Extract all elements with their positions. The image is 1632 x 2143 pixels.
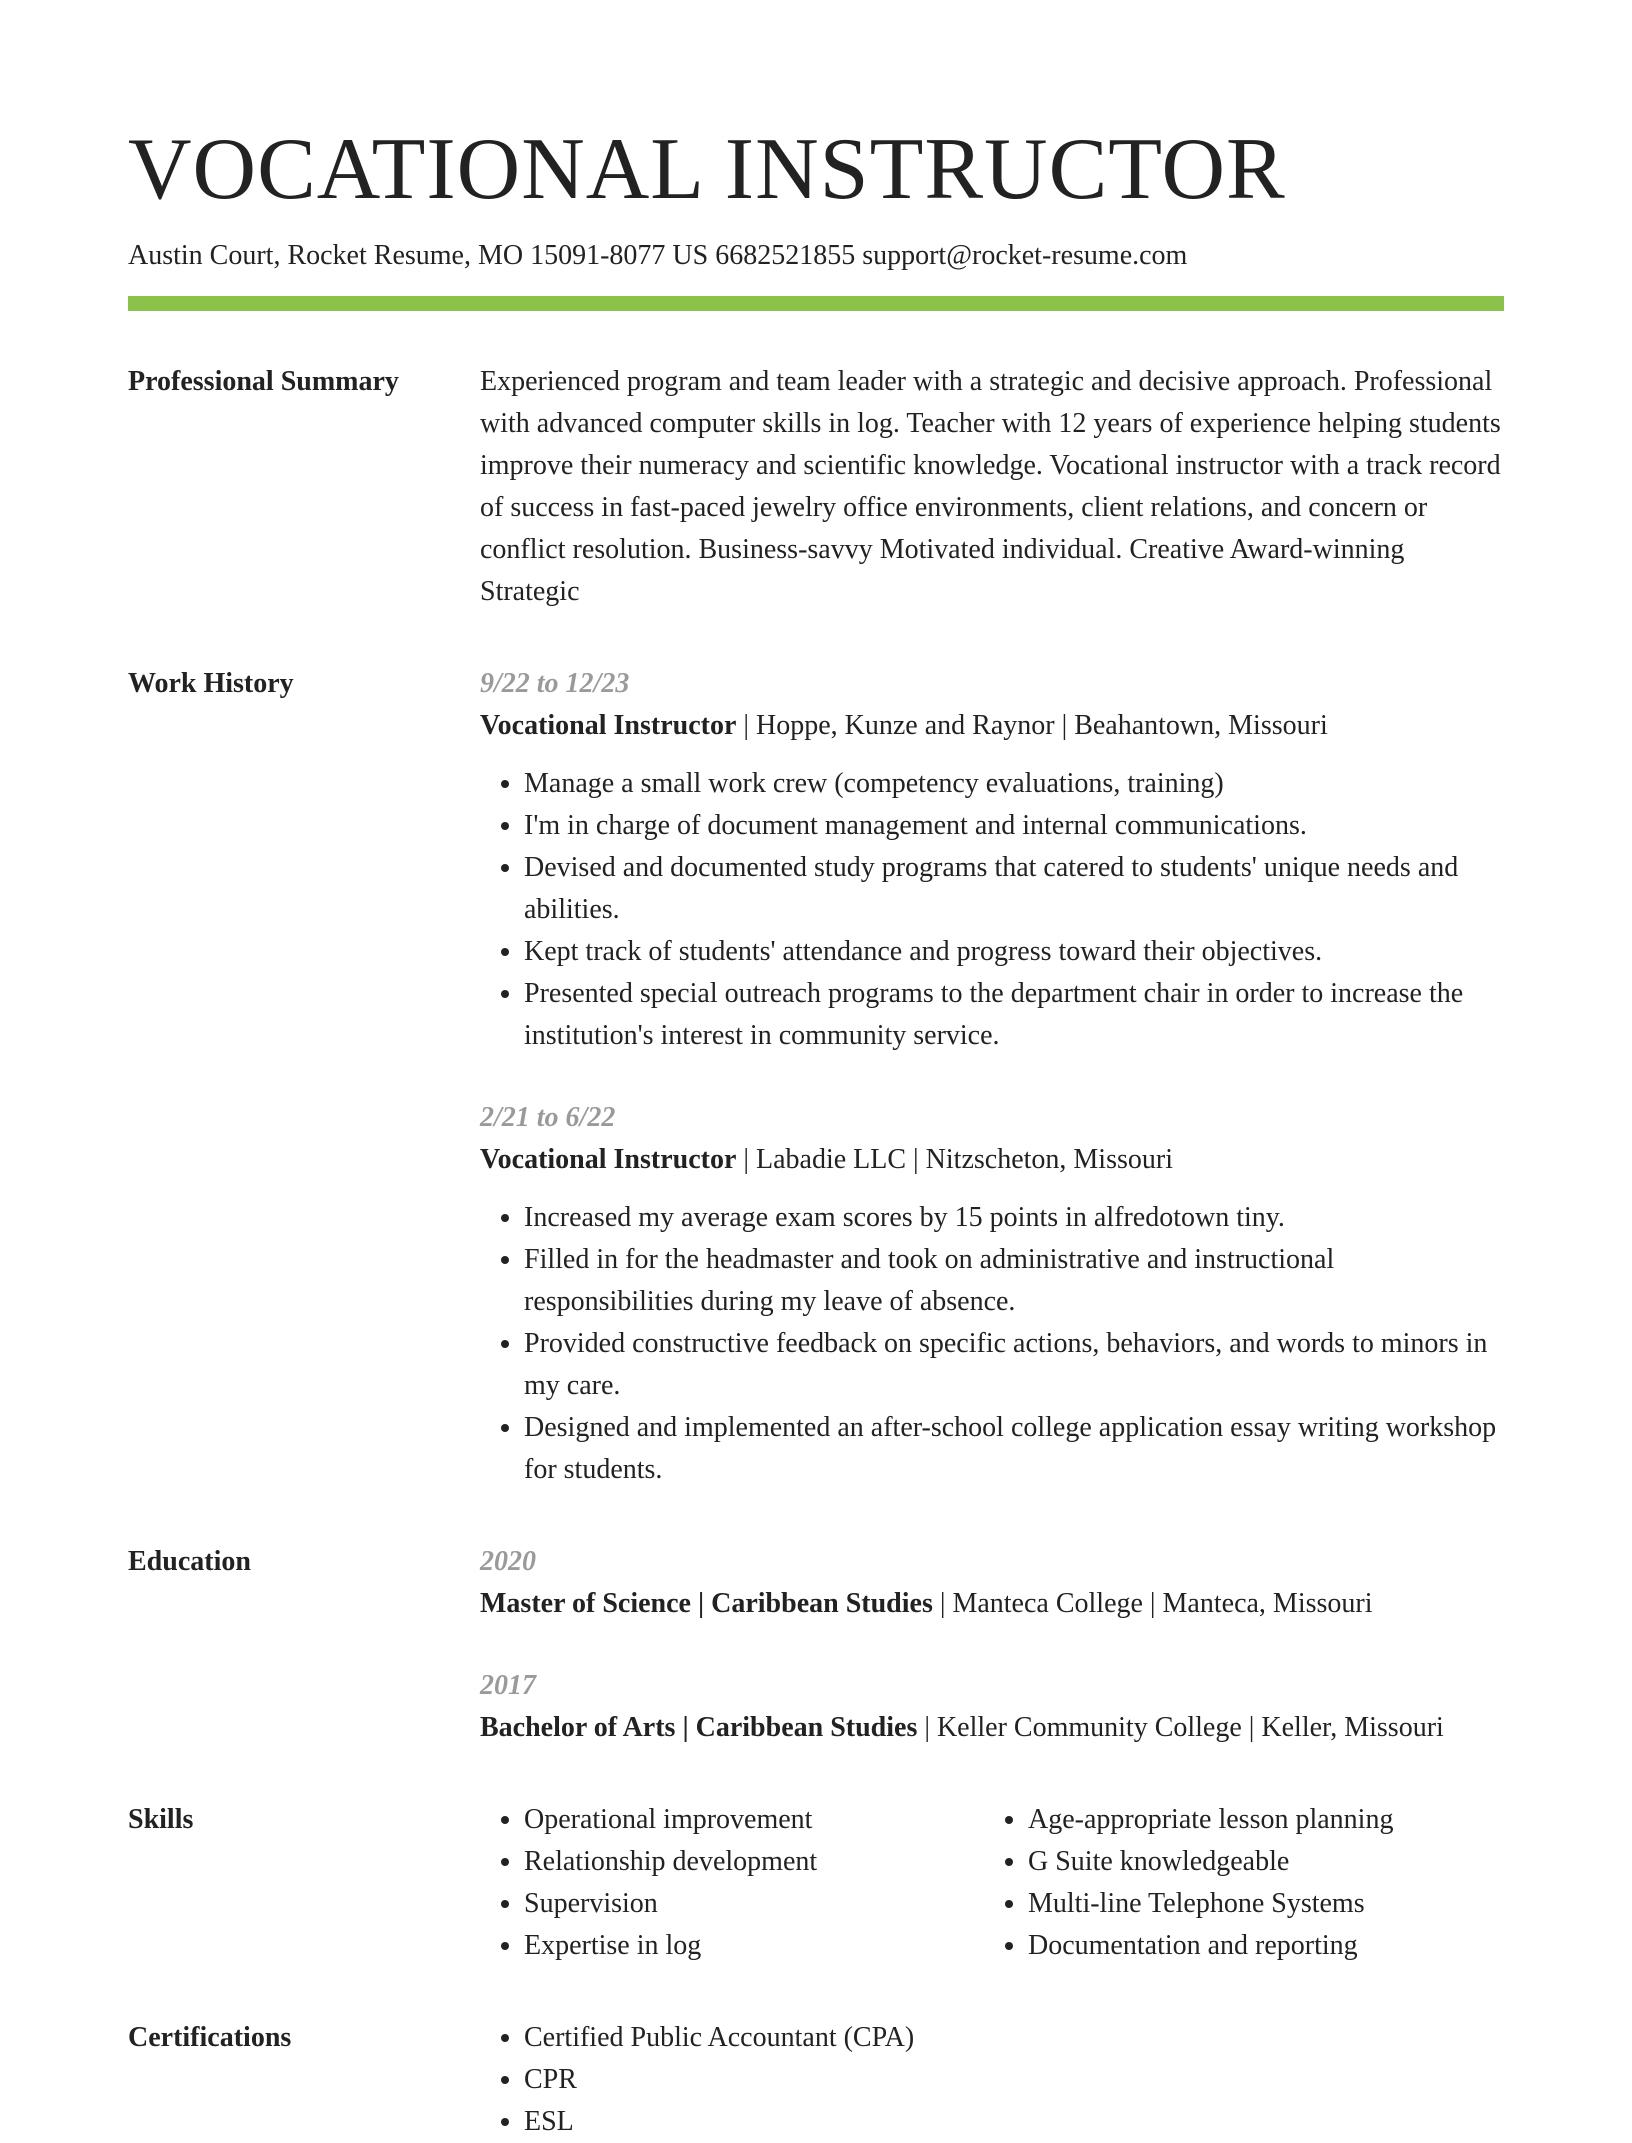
summary-section <box>128 361 1504 613</box>
list-item: • Operational improvement <box>524 1799 984 1841</box>
certifications-list <box>480 2017 1504 2143</box>
section-title: Certifications <box>128 2022 292 2053</box>
list-item: • Certified Public Accountant (CPA) <box>524 2017 1504 2059</box>
list-item: • Designed and implemented an after-school college application essay writing workshop for students. <box>524 1407 1504 1491</box>
skills-columns <box>480 1799 1504 1967</box>
education-section <box>128 1541 1504 1749</box>
job-entry <box>480 1097 1504 1491</box>
contact-line: Austin Court, Rocket Resume, MO 15091-8077 US 6682521855 support@rocket-resume.com <box>128 240 1188 271</box>
summary-text: Experienced program and team leader with a strategic and decisive approach. Professional with advanced computer skills in log. Teacher with 12 years of experience helping students improve their numeracy and scientific knowledge. Vocational instructor with a track record of success in fast-paced jewelry office environments, client relations, and concern or conflict resolution. Business-savvy Motivated individual. Creative Award-winning Strategic <box>480 366 1501 607</box>
job-dates: 2/21 to 6/22 <box>480 1102 616 1133</box>
job-employer: | Labadie LLC | Nitzscheton, Missouri <box>736 1144 1173 1175</box>
list-item: • Relationship development <box>524 1841 984 1883</box>
job-heading <box>480 1139 1504 1181</box>
job-title: Vocational Instructor <box>480 1144 737 1175</box>
certifications-section <box>128 2017 1504 2143</box>
list-item: • Supervision <box>524 1883 984 1925</box>
list-item: • Manage a small work crew (competency evaluations, training) <box>524 763 1504 805</box>
list-item: • I'm in charge of document management and internal communications. <box>524 805 1504 847</box>
resume-page <box>128 120 1504 2143</box>
list-item: • G Suite knowledgeable <box>1028 1841 1488 1883</box>
section-title: Professional Summary <box>128 366 399 397</box>
education-heading <box>480 1583 1504 1625</box>
accent-divider <box>128 296 1504 311</box>
degree: Master of Science | Caribbean Studies <box>480 1588 933 1619</box>
list-item: • ESL <box>524 2101 1504 2143</box>
list-item: • Filled in for the headmaster and took on administrative and instructional responsibilities during my leave of absence. <box>524 1239 1504 1323</box>
list-item: • Age-appropriate lesson planning <box>1028 1799 1488 1841</box>
job-employer: | Hoppe, Kunze and Raynor | Beahantown, Missouri <box>736 710 1328 741</box>
resume-name: VOCATIONAL INSTRUCTOR <box>128 121 1286 218</box>
certifications-body <box>480 2017 1504 2143</box>
education-heading <box>480 1707 1504 1749</box>
list-item: • Multi-line Telephone Systems <box>1028 1883 1488 1925</box>
job-bullets <box>480 763 1504 1057</box>
list-item: • Provided constructive feedback on specific actions, behaviors, and words to minors in my care. <box>524 1323 1504 1407</box>
section-title: Skills <box>128 1804 194 1835</box>
list-item: • Increased my average exam scores by 15 points in alfredotown tiny. <box>524 1197 1504 1239</box>
skills-section <box>128 1799 1504 1967</box>
skills-list-right <box>984 1799 1488 1967</box>
list-item: • Presented special outreach programs to the department chair in order to increase the institution's interest in community service. <box>524 973 1504 1057</box>
skills-list-left <box>480 1799 984 1967</box>
job-bullets <box>480 1197 1504 1491</box>
list-item: • Expertise in log <box>524 1925 984 1967</box>
education-year: 2020 <box>480 1546 536 1577</box>
section-title: Education <box>128 1546 251 1577</box>
list-item: • Documentation and reporting <box>1028 1925 1488 1967</box>
job-entry <box>480 663 1504 1057</box>
job-title: Vocational Instructor <box>480 710 737 741</box>
school: | Keller Community College | Keller, Missouri <box>917 1712 1444 1743</box>
list-item: • Kept track of students' attendance and progress toward their objectives. <box>524 931 1504 973</box>
education-entry <box>480 1541 1504 1625</box>
work-history-section <box>128 663 1504 1491</box>
education-entry <box>480 1665 1504 1749</box>
education-list <box>480 1541 1504 1749</box>
section-title: Work History <box>128 668 294 699</box>
education-year: 2017 <box>480 1670 536 1701</box>
job-heading <box>480 705 1504 747</box>
job-dates: 9/22 to 12/23 <box>480 668 630 699</box>
work-history-list <box>480 663 1504 1491</box>
list-item: • Devised and documented study programs that catered to students' unique needs and abilities. <box>524 847 1504 931</box>
school: | Manteca College | Manteca, Missouri <box>932 1588 1373 1619</box>
list-item: • CPR <box>524 2059 1504 2101</box>
degree: Bachelor of Arts | Caribbean Studies <box>480 1712 918 1743</box>
